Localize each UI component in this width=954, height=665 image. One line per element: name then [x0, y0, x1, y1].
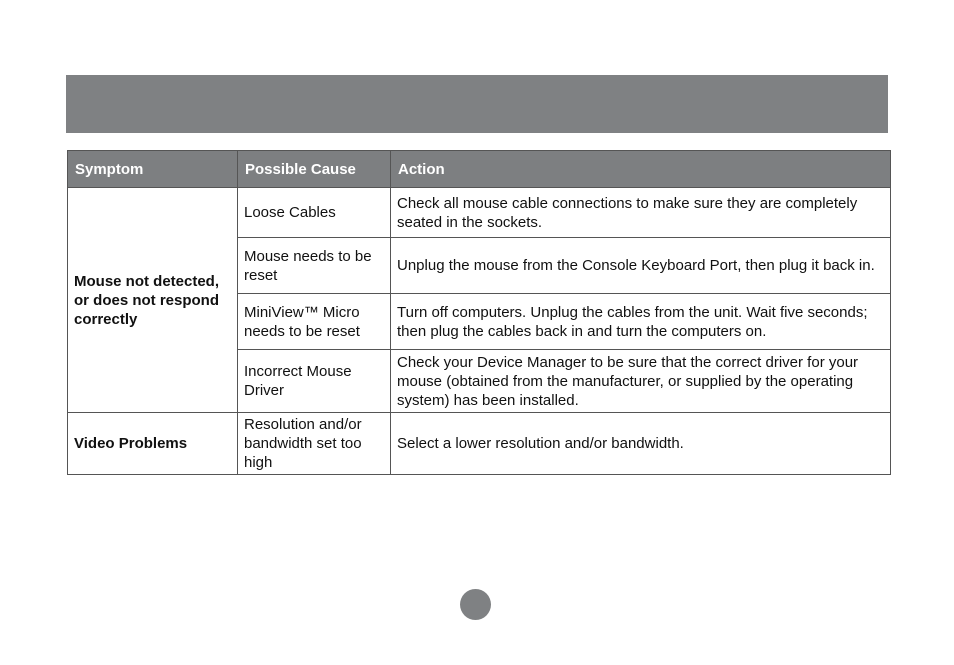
table-row	[68, 188, 891, 238]
action-cell: Check all mouse cable connections to make sure they are completely seated in the sockets.	[391, 188, 891, 238]
symptom-mouse: Mouse not detected, or does not respond correctly	[68, 188, 238, 413]
table-header-row	[68, 151, 891, 188]
symptom-video: Video Problems	[68, 413, 238, 475]
action-cell: Check your Device Manager to be sure that the correct driver for your mouse (obtained from the manufacturer, or supplied by the operating system) has been installed.	[391, 350, 891, 413]
header-symptom: Symptom	[68, 151, 238, 188]
cause-cell: Mouse needs to be reset	[238, 238, 391, 294]
table-row	[68, 413, 891, 475]
action-cell: Turn off computers. Unplug the cables from the unit. Wait five seconds; then plug the cables back in and turn the computers on.	[391, 294, 891, 350]
cause-cell: Loose Cables	[238, 188, 391, 238]
action-cell: Unplug the mouse from the Console Keyboard Port, then plug it back in.	[391, 238, 891, 294]
troubleshooting-table	[67, 150, 891, 475]
section-header-bar	[66, 75, 888, 133]
cause-cell: Incorrect Mouse Driver	[238, 350, 391, 413]
cause-cell: Resolution and/or bandwidth set too high	[238, 413, 391, 475]
page-number-marker	[460, 589, 491, 620]
cause-cell: MiniView™ Micro needs to be reset	[238, 294, 391, 350]
header-possible-cause: Possible Cause	[238, 151, 391, 188]
action-cell: Select a lower resolution and/or bandwidth.	[391, 413, 891, 475]
header-action: Action	[391, 151, 891, 188]
